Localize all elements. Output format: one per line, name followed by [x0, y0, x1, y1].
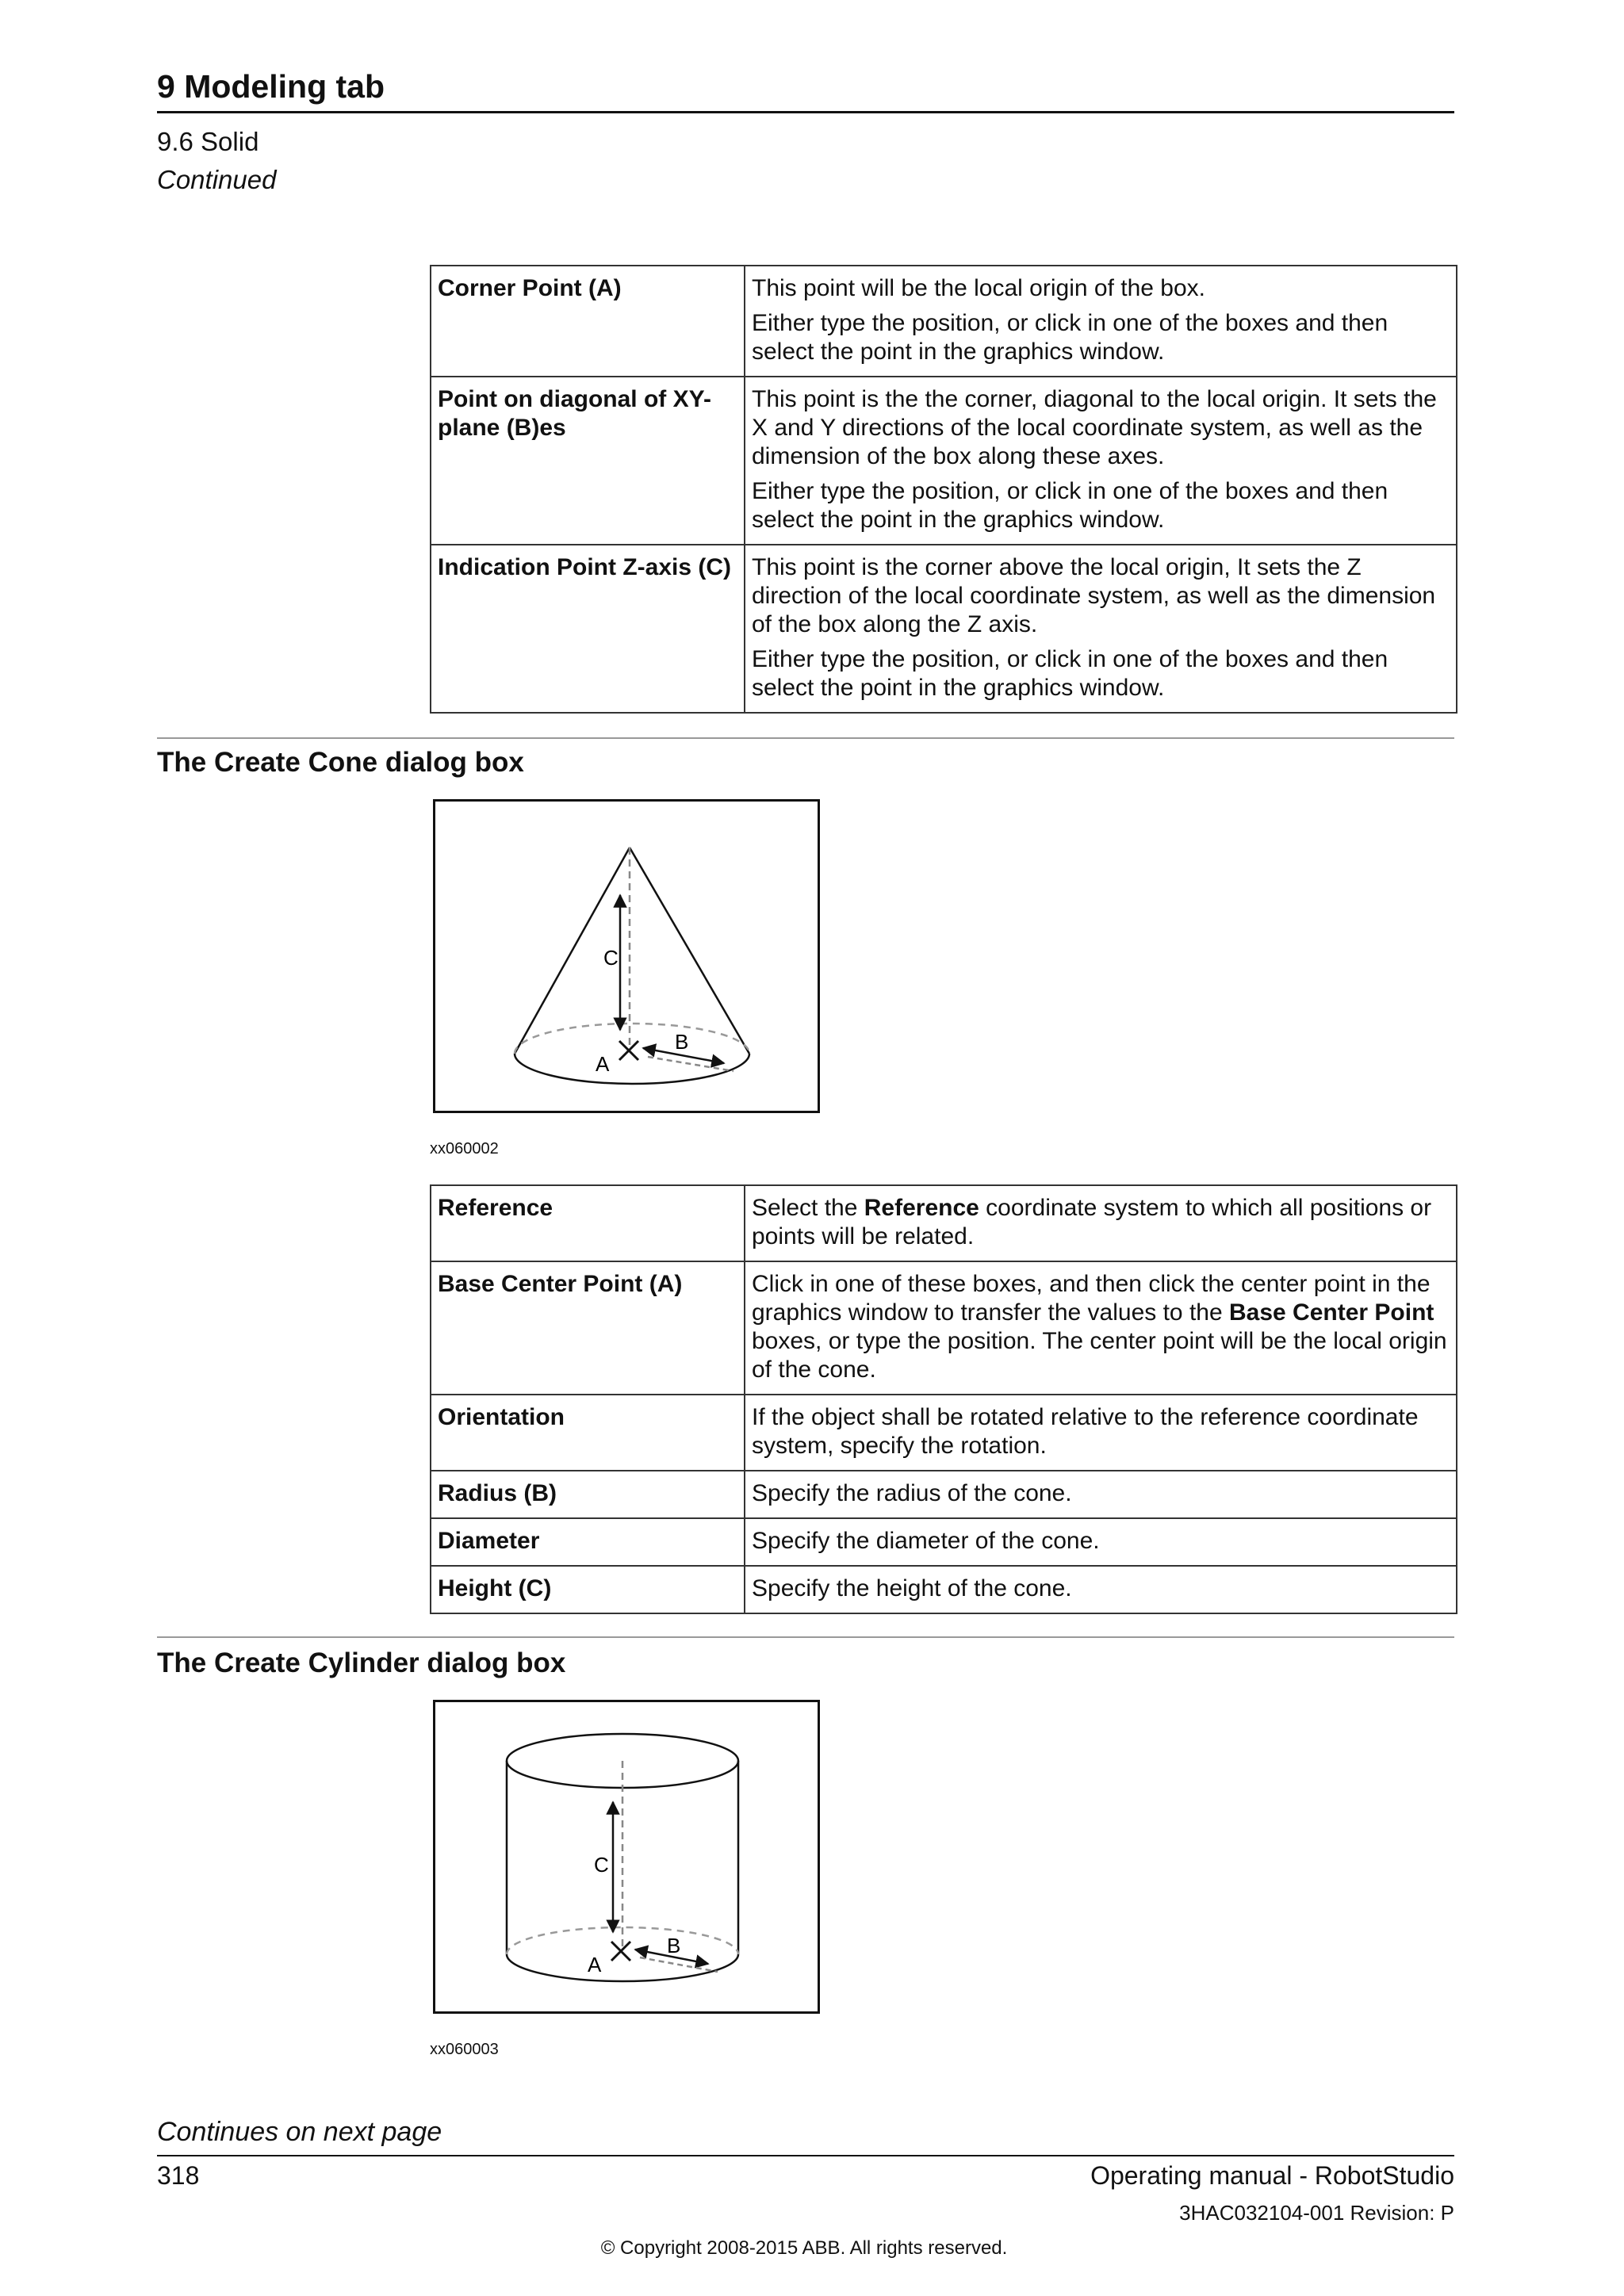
- cone-side-right: [630, 848, 749, 1054]
- description-paragraph: Either type the position, or click in one of the boxes and then select the point in the graphics window.: [752, 478, 1388, 533]
- cylinder-base-front: [507, 1954, 738, 1981]
- parameter-name: Diameter: [431, 1518, 745, 1566]
- parameter-description: [745, 545, 1457, 713]
- table-row: [431, 1185, 1457, 1261]
- parameter-name: Orientation: [431, 1395, 745, 1471]
- description-emphasis: Reference: [864, 1195, 979, 1221]
- table-row: [431, 377, 1457, 545]
- label-b: B: [667, 1934, 681, 1957]
- table-row: [431, 545, 1457, 713]
- description-text: Click in one of these boxes, and then click the center point in the graphics window to transfer the values to the: [752, 1271, 1431, 1326]
- parameter-description: [745, 1566, 1457, 1613]
- description-text: Select the: [752, 1195, 864, 1221]
- copyright-notice: © Copyright 2008-2015 ABB. All rights reserved.: [600, 2237, 1008, 2259]
- continues-note: Continues on next page: [157, 2117, 442, 2147]
- description-text: If the object shall be rotated relative to the reference coordinate system, specify the rotation.: [752, 1404, 1419, 1459]
- table-row: [431, 1395, 1457, 1471]
- manual-title: Operating manual - RobotStudio: [1090, 2161, 1454, 2190]
- section-divider: [157, 737, 1454, 739]
- description-text: Specify the radius of the cone.: [752, 1480, 1072, 1506]
- section-reference: 9.6 Solid: [157, 127, 259, 156]
- table-row: [431, 1518, 1457, 1566]
- radius-guide: [640, 1957, 718, 1972]
- description-paragraph: This point is the corner above the local origin, It sets the Z direction of the local coordinate system, as well as the dimension of the box along the Z axis.: [752, 554, 1436, 637]
- page-number: 318: [157, 2161, 200, 2190]
- description-text: coordinate system to which all positions or points will be related.: [752, 1195, 1432, 1249]
- continued-label: Continued: [157, 165, 277, 194]
- parameter-description: [745, 266, 1457, 377]
- cone-illustration: [435, 802, 818, 1111]
- description-text: boxes, or type the position. The center point will be the local origin of the cone.: [752, 1328, 1447, 1383]
- parameter-description: [745, 1518, 1457, 1566]
- description-text: Specify the diameter of the cone.: [752, 1528, 1100, 1554]
- parameter-name: Height (C): [431, 1566, 745, 1613]
- section-divider: [157, 1636, 1454, 1638]
- cone-section-heading: The Create Cone dialog box: [157, 747, 524, 778]
- description-paragraph: Either type the position, or click in one of the boxes and then select the point in the graphics window.: [752, 646, 1388, 701]
- label-c: C: [603, 946, 619, 970]
- description-paragraph: This point is the the corner, diagonal to the local origin. It sets the X and Y directions of the local coordinate system, as well as the dimension of the box along these axes.: [752, 386, 1437, 469]
- parameter-description: [745, 1395, 1457, 1471]
- cone-figure: [433, 799, 820, 1113]
- cylinder-figure-id: xx060003: [430, 2041, 499, 2058]
- cone-figure-id: xx060002: [430, 1140, 499, 1158]
- label-a: A: [588, 1953, 602, 1976]
- parameter-name: Base Center Point (A): [431, 1261, 745, 1395]
- cylinder-section-heading: The Create Cylinder dialog box: [157, 1647, 566, 1678]
- chapter-rule: [157, 111, 1454, 113]
- chapter-title: 9 Modeling tab: [157, 68, 385, 105]
- table-row: [431, 1261, 1457, 1395]
- description-paragraph: Either type the position, or click in one of the boxes and then select the point in the graphics window.: [752, 310, 1388, 365]
- parameter-name: Radius (B): [431, 1471, 745, 1518]
- parameter-description: [745, 1261, 1457, 1395]
- cone-parameters-table: [430, 1184, 1457, 1614]
- parameter-name: Corner Point (A): [431, 266, 745, 377]
- label-c: C: [594, 1853, 609, 1877]
- cone-base-back: [515, 1024, 749, 1054]
- table-row: [431, 1566, 1457, 1613]
- document-id: 3HAC032104-001 Revision: P: [1179, 2201, 1454, 2225]
- box-parameters-table: [430, 265, 1457, 714]
- table-row: [431, 266, 1457, 377]
- label-a: A: [596, 1052, 610, 1076]
- parameter-name: Indication Point Z-axis (C): [431, 545, 745, 713]
- description-paragraph: This point will be the local origin of the box.: [752, 275, 1205, 301]
- parameter-description: [745, 1185, 1457, 1261]
- cylinder-figure: [433, 1700, 820, 2014]
- description-emphasis: Base Center Point: [1229, 1299, 1434, 1326]
- table-row: [431, 1471, 1457, 1518]
- description-text: Specify the height of the cone.: [752, 1575, 1072, 1601]
- radius-guide: [648, 1057, 733, 1071]
- label-b: B: [675, 1030, 689, 1054]
- footer-rule: [157, 2155, 1454, 2156]
- parameter-description: [745, 1471, 1457, 1518]
- parameter-name: Reference: [431, 1185, 745, 1261]
- parameter-name: Point on diagonal of XY-plane (B)es: [431, 377, 745, 545]
- parameter-description: [745, 377, 1457, 545]
- cylinder-illustration: [435, 1702, 818, 2011]
